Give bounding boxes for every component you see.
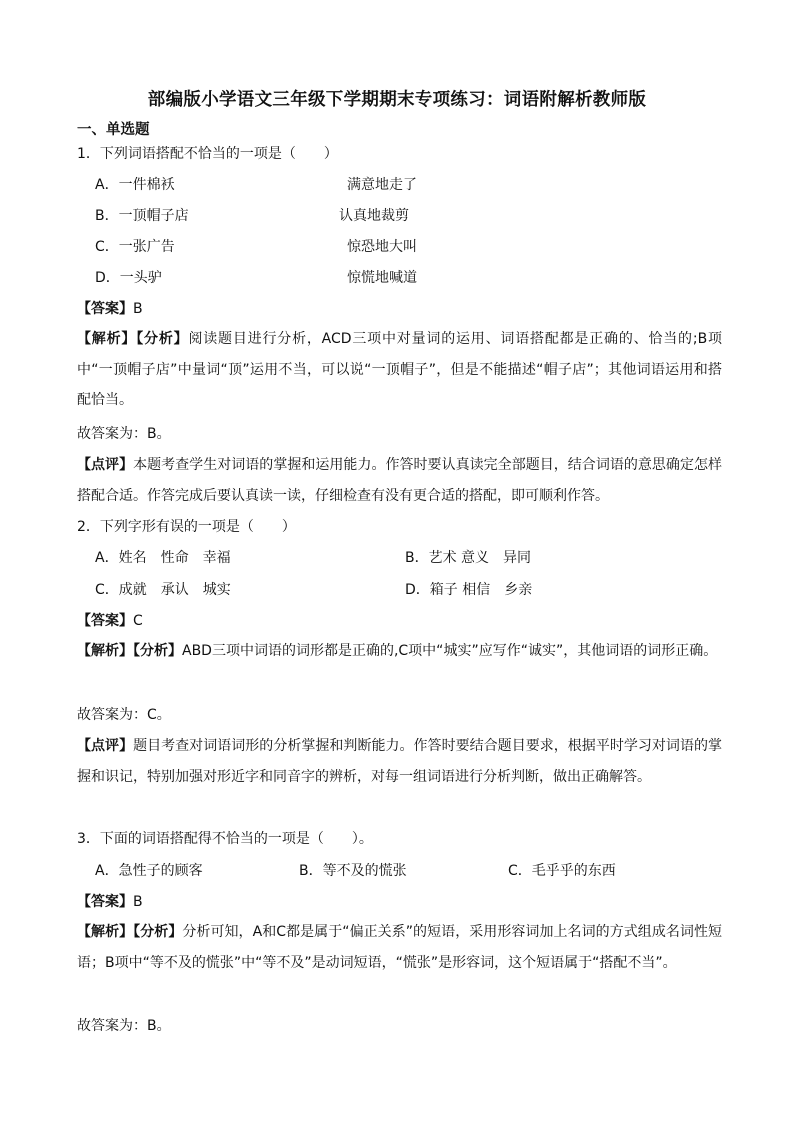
- analysis-tag: 【解析】【分析】: [77, 331, 189, 347]
- q3-conclusion: 故答案为：B。: [77, 1018, 171, 1034]
- comment-text: 本题考查学生对词语的掌握和运用能力。作答时要认真读完全部题目，结合词语的意思确定怎样搭配合适。作答完成后要认真读一读，仔细检查有没有更合适的搭配，即可顺利作答。: [77, 457, 723, 504]
- q1-option-a-left: A．一件棉袄: [95, 177, 175, 193]
- analysis-tag: 【解析】【分析】: [77, 643, 182, 659]
- section-heading: 一、单选题: [77, 122, 150, 138]
- q1-option-c-right: 惊恐地大叫: [347, 239, 417, 255]
- q1-option-d-left: D．一头驴: [95, 270, 162, 286]
- q2-answer: [77, 611, 143, 631]
- q2-option-a: A．姓名 性命 幸福: [95, 550, 231, 566]
- q1-option-b-right: 认真地裁剪: [339, 208, 409, 224]
- question-2-stem: 2．下列字形有误的一项是（ ）: [77, 519, 296, 535]
- q3-answer: [77, 892, 143, 912]
- q1-option-b-left: B．一顶帽子店: [95, 208, 189, 224]
- answer-tag: 【答案】: [77, 301, 133, 317]
- q3-option-b: B．等不及的慌张: [299, 863, 407, 879]
- answer-tag: 【答案】: [77, 894, 133, 910]
- q3-option-a: A．急性子的顾客: [95, 863, 203, 879]
- analysis-text: 阅读题目进行分析，ACD三项中对量词的运用、词语搭配都是正确的、恰当的;B项中“一顶帽子店”中量词“顶”运用不当，可以说“一顶帽子”，但是不能描述“帽子店”；其他词语运用和搭配恰当。: [77, 331, 722, 408]
- q2-option-c: C．成就 承认 城实: [95, 582, 231, 598]
- question-1-stem: 1．下列词语搭配不恰当的一项是（ ）: [77, 146, 338, 162]
- q1-answer: [77, 299, 143, 319]
- q3-analysis: [77, 917, 722, 978]
- comment-tag: 【点评】: [77, 738, 134, 754]
- answer-value: B: [133, 301, 143, 317]
- q2-option-d: D．箱子 相信 乡亲: [405, 582, 533, 598]
- question-3-stem: 3．下面的词语搭配得不恰当的一项是（ ）。: [77, 831, 373, 847]
- q1-option-a-right: 满意地走了: [347, 177, 417, 193]
- q2-analysis: [77, 636, 722, 667]
- q2-option-b: B．艺术 意义 异同: [405, 550, 532, 566]
- comment-tag: 【点评】: [77, 457, 134, 473]
- q3-option-c: C．毛乎乎的东西: [508, 863, 616, 879]
- q1-conclusion: 故答案为：B。: [77, 426, 171, 442]
- q1-analysis: [77, 324, 722, 416]
- comment-text: 题目考查对词语词形的分析掌握和判断能力。作答时要结合题目要求，根据平时学习对词语的掌握和识记，特别加强对形近字和同音字的辨析，对每一组词语进行分析判断，做出正确解答。: [77, 738, 723, 785]
- analysis-text: 分析可知，A和C都是属于“偏正关系”的短语，采用形容词加上名词的方式组成名词性短语；B项中“等不及的慌张”中“等不及”是动词短语，“慌张”是形容词，这个短语属于“搭配不当”。: [77, 924, 723, 971]
- document-title: 部编版小学语文三年级下学期期末专项练习：词语附解析教师版: [147, 90, 647, 110]
- answer-value: C: [133, 613, 143, 629]
- q2-conclusion: 故答案为：C。: [77, 707, 171, 723]
- answer-value: B: [133, 894, 143, 910]
- q2-comment: [77, 731, 722, 792]
- analysis-text: ABD三项中词语的词形都是正确的,C项中“城实”应写作“诚实”，其他词语的词形正确。: [182, 643, 718, 659]
- answer-tag: 【答案】: [77, 613, 133, 629]
- analysis-tag: 【解析】【分析】: [77, 924, 183, 940]
- q1-comment: [77, 450, 722, 511]
- q1-option-d-right: 惊慌地喊道: [347, 270, 417, 286]
- q1-option-c-left: C．一张广告: [95, 239, 175, 255]
